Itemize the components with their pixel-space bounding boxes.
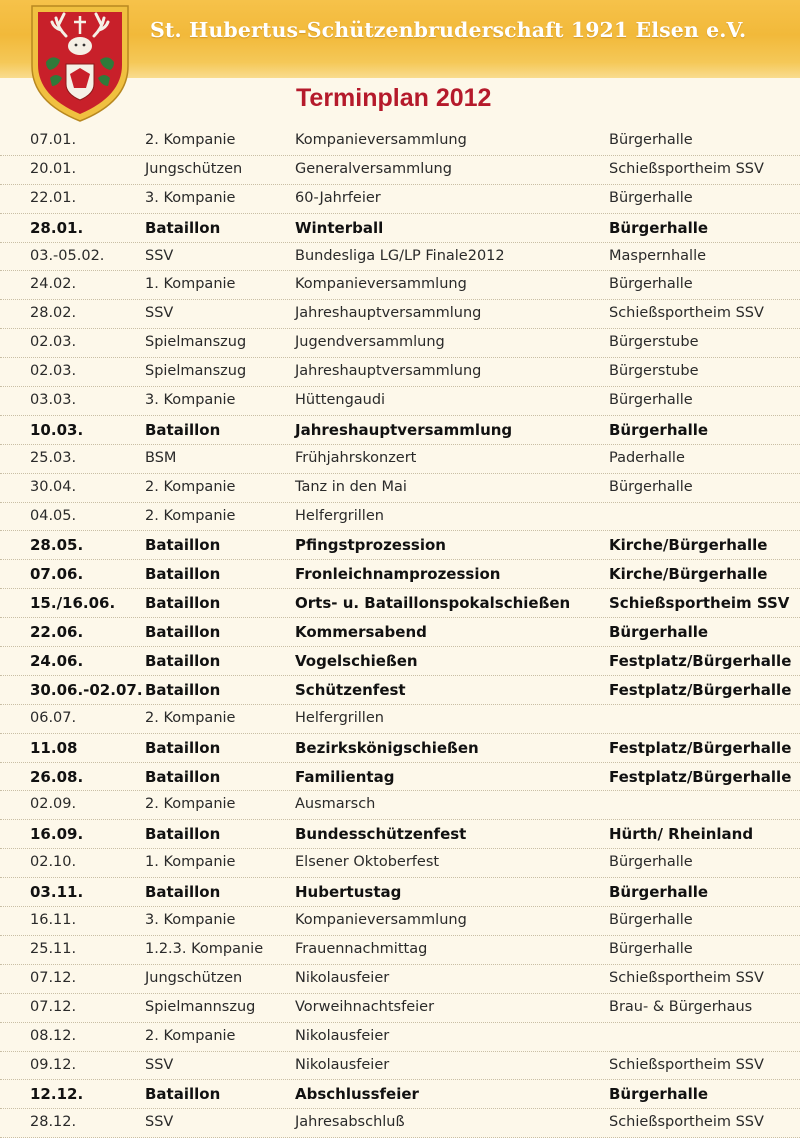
event-group: 1.2.3. Kompanie [145, 940, 264, 957]
event-row [0, 503, 800, 532]
page-title: Terminplan 2012 [296, 84, 492, 112]
event-date: 07.01. [30, 132, 77, 148]
event-location: Bürgerhalle [609, 478, 693, 495]
event-group: Bataillon [145, 825, 221, 844]
event-location: Bürgerstube [609, 363, 699, 380]
event-row [0, 676, 800, 705]
event-location: Festplatz/Bürgerhalle [609, 652, 792, 671]
event-title: Generalversammlung [295, 160, 452, 177]
event-location: Festplatz/Bürgerhalle [609, 680, 792, 699]
event-date: 28.05. [30, 536, 84, 555]
event-group: Bataillon [145, 767, 221, 786]
event-date: 25.11. [30, 940, 77, 957]
event-location: Paderhalle [609, 449, 685, 466]
event-date: 10.03. [30, 420, 84, 439]
event-row [0, 936, 800, 965]
event-title: Hüttengaudi [295, 392, 386, 409]
event-row [0, 560, 800, 589]
event-date: 03.11. [30, 883, 84, 902]
event-location: Brau- & Bürgerhaus [609, 998, 753, 1015]
event-title: Orts- u. Bataillonspokalschießen [295, 594, 571, 613]
event-location: Bürgerhalle [609, 854, 693, 871]
event-group: BSM [145, 449, 177, 466]
event-row [0, 156, 800, 185]
event-location: Bürgerhalle [609, 912, 693, 929]
event-location: Schießsportheim SSV [609, 1056, 764, 1073]
event-title: Bundesschützenfest [295, 825, 467, 844]
event-row [0, 214, 800, 243]
event-group: Jungschützen [145, 160, 243, 177]
event-date: 07.12. [30, 969, 77, 986]
event-title: Ausmarsch [295, 796, 376, 813]
event-title: Nikolausfeier [295, 1027, 390, 1044]
event-schedule [0, 127, 800, 1138]
event-title: Tanz in den Mai [295, 478, 407, 495]
event-date: 11.08 [30, 738, 78, 757]
event-row [0, 271, 800, 300]
event-group: 2. Kompanie [145, 1027, 236, 1044]
event-location: Bürgerhalle [609, 218, 709, 237]
event-date: 07.06. [30, 565, 84, 584]
event-location: Bürgerhalle [609, 189, 693, 206]
event-location: Bürgerhalle [609, 940, 693, 957]
event-date: 07.12. [30, 998, 77, 1015]
event-title: Kompanieversammlung [295, 912, 467, 929]
event-row [0, 849, 800, 878]
event-title: Bundesliga LG/LP Finale2012 [295, 247, 505, 264]
event-location: Bürgerhalle [609, 883, 709, 902]
event-title: Abschlussfeier [295, 1085, 419, 1104]
event-group: SSV [145, 247, 174, 264]
event-title: Nikolausfeier [295, 1056, 390, 1073]
event-row [0, 1023, 800, 1052]
event-date: 03.-05.02. [30, 247, 105, 264]
event-group: Bataillon [145, 594, 221, 613]
event-row [0, 243, 800, 272]
event-row [0, 1109, 800, 1138]
event-group: 2. Kompanie [145, 478, 236, 495]
event-group: 2. Kompanie [145, 709, 236, 726]
event-title: Jahreshauptversammlung [295, 363, 482, 380]
event-group: Bataillon [145, 420, 221, 439]
event-date: 30.06.-02.07. [30, 680, 143, 699]
event-group: Spielmanszug [145, 334, 247, 351]
event-group: Bataillon [145, 623, 221, 642]
event-location: Festplatz/Bürgerhalle [609, 767, 792, 786]
event-date: 02.10. [30, 854, 77, 871]
event-location: Bürgerhalle [609, 392, 693, 409]
event-group: Bataillon [145, 1085, 221, 1104]
event-location: Bürgerstube [609, 334, 699, 351]
event-location: Bürgerhalle [609, 1085, 709, 1104]
event-row [0, 705, 800, 734]
event-date: 03.03. [30, 392, 77, 409]
event-title: Schützenfest [295, 680, 406, 699]
event-group: Jungschützen [145, 969, 243, 986]
event-title: Winterball [295, 218, 384, 237]
event-title: Bezirkskönigschießen [295, 738, 479, 757]
event-title: Jahresabschluß [295, 1114, 405, 1131]
event-location: Bürgerhalle [609, 132, 693, 148]
event-row [0, 416, 800, 445]
event-row [0, 185, 800, 214]
event-group: 1. Kompanie [145, 854, 236, 871]
event-group: 2. Kompanie [145, 132, 236, 148]
event-title: Kompanieversammlung [295, 132, 467, 148]
event-row [0, 329, 800, 358]
event-title: Helfergrillen [295, 709, 384, 726]
event-group: 2. Kompanie [145, 796, 236, 813]
event-title: Nikolausfeier [295, 969, 390, 986]
event-title: Helfergrillen [295, 507, 384, 524]
event-row [0, 763, 800, 792]
event-date: 25.03. [30, 449, 77, 466]
event-date: 16.11. [30, 912, 77, 929]
event-date: 28.12. [30, 1114, 77, 1131]
event-date: 02.09. [30, 796, 77, 813]
event-date: 24.06. [30, 652, 84, 671]
event-location: Kirche/Bürgerhalle [609, 565, 768, 584]
coat-of-arms-icon [28, 2, 132, 124]
event-row [0, 387, 800, 416]
event-row [0, 531, 800, 560]
event-location: Bürgerhalle [609, 276, 693, 293]
event-date: 04.05. [30, 507, 77, 524]
event-group: Bataillon [145, 680, 221, 699]
event-title: Hubertustag [295, 883, 402, 902]
event-date: 08.12. [30, 1027, 77, 1044]
event-location: Schießsportheim SSV [609, 305, 764, 322]
event-row [0, 647, 800, 676]
event-row [0, 358, 800, 387]
event-location: Schießsportheim SSV [609, 594, 790, 613]
event-date: 12.12. [30, 1085, 84, 1104]
event-group: Bataillon [145, 536, 221, 555]
event-row [0, 618, 800, 647]
event-title: Jahreshauptversammlung [295, 420, 513, 439]
event-location: Schießsportheim SSV [609, 160, 764, 177]
event-location: Hürth/ Rheinland [609, 825, 754, 844]
event-date: 06.07. [30, 709, 77, 726]
event-date: 16.09. [30, 825, 84, 844]
event-title: Jugendversammlung [295, 334, 445, 351]
event-group: 3. Kompanie [145, 189, 236, 206]
event-title: Fronleichnamprozession [295, 565, 501, 584]
event-row [0, 300, 800, 329]
event-title: Pfingstprozession [295, 536, 446, 555]
event-group: Bataillon [145, 218, 221, 237]
event-location: Bürgerhalle [609, 420, 709, 439]
event-date: 26.08. [30, 767, 84, 786]
event-group: Bataillon [145, 738, 221, 757]
event-date: 30.04. [30, 478, 77, 495]
event-title: 60-Jahrfeier [295, 189, 381, 206]
event-title: Kommersabend [295, 623, 427, 642]
event-group: SSV [145, 305, 174, 322]
event-group: Bataillon [145, 652, 221, 671]
event-title: Kompanieversammlung [295, 276, 467, 293]
event-date: 22.01. [30, 189, 77, 206]
event-row [0, 1080, 800, 1109]
event-group: 3. Kompanie [145, 392, 236, 409]
event-date: 02.03. [30, 363, 77, 380]
event-group: 2. Kompanie [145, 507, 236, 524]
event-location: Festplatz/Bürgerhalle [609, 738, 792, 757]
event-location: Schießsportheim SSV [609, 1114, 764, 1131]
event-location: Kirche/Bürgerhalle [609, 536, 768, 555]
event-title: Vorweihnachtsfeier [295, 998, 435, 1015]
event-group: Bataillon [145, 883, 221, 902]
event-title: Vogelschießen [295, 652, 418, 671]
event-group: Spielmanszug [145, 363, 247, 380]
event-group: SSV [145, 1056, 174, 1073]
event-location: Schießsportheim SSV [609, 969, 764, 986]
event-row [0, 589, 800, 618]
event-date: 09.12. [30, 1056, 77, 1073]
event-title: Frauennachmittag [295, 940, 428, 957]
event-title: Jahreshauptversammlung [295, 305, 482, 322]
event-group: Spielmannszug [145, 998, 256, 1015]
event-location: Bürgerhalle [609, 623, 709, 642]
event-row [0, 965, 800, 994]
event-group: 1. Kompanie [145, 276, 236, 293]
event-row [0, 907, 800, 936]
event-date: 22.06. [30, 623, 84, 642]
event-date: 02.03. [30, 334, 77, 351]
event-date: 28.01. [30, 218, 84, 237]
organization-title: St. Hubertus-Schützenbruderschaft 1921 Elsen e.V. [150, 18, 747, 42]
event-title: Familientag [295, 767, 395, 786]
event-location: Maspernhalle [609, 247, 707, 264]
event-date: 15./16.06. [30, 594, 116, 613]
event-row [0, 474, 800, 503]
event-row [0, 1052, 800, 1081]
event-row [0, 994, 800, 1023]
event-group: 3. Kompanie [145, 912, 236, 929]
event-row [0, 734, 800, 763]
event-date: 24.02. [30, 276, 77, 293]
event-date: 20.01. [30, 160, 77, 177]
event-title: Frühjahrskonzert [295, 449, 417, 466]
event-row [0, 445, 800, 474]
event-date: 28.02. [30, 305, 77, 322]
event-row [0, 820, 800, 849]
event-row [0, 791, 800, 820]
event-group: SSV [145, 1114, 174, 1131]
event-group: Bataillon [145, 565, 221, 584]
event-title: Elsener Oktoberfest [295, 854, 440, 871]
event-row [0, 127, 800, 156]
event-row [0, 878, 800, 907]
